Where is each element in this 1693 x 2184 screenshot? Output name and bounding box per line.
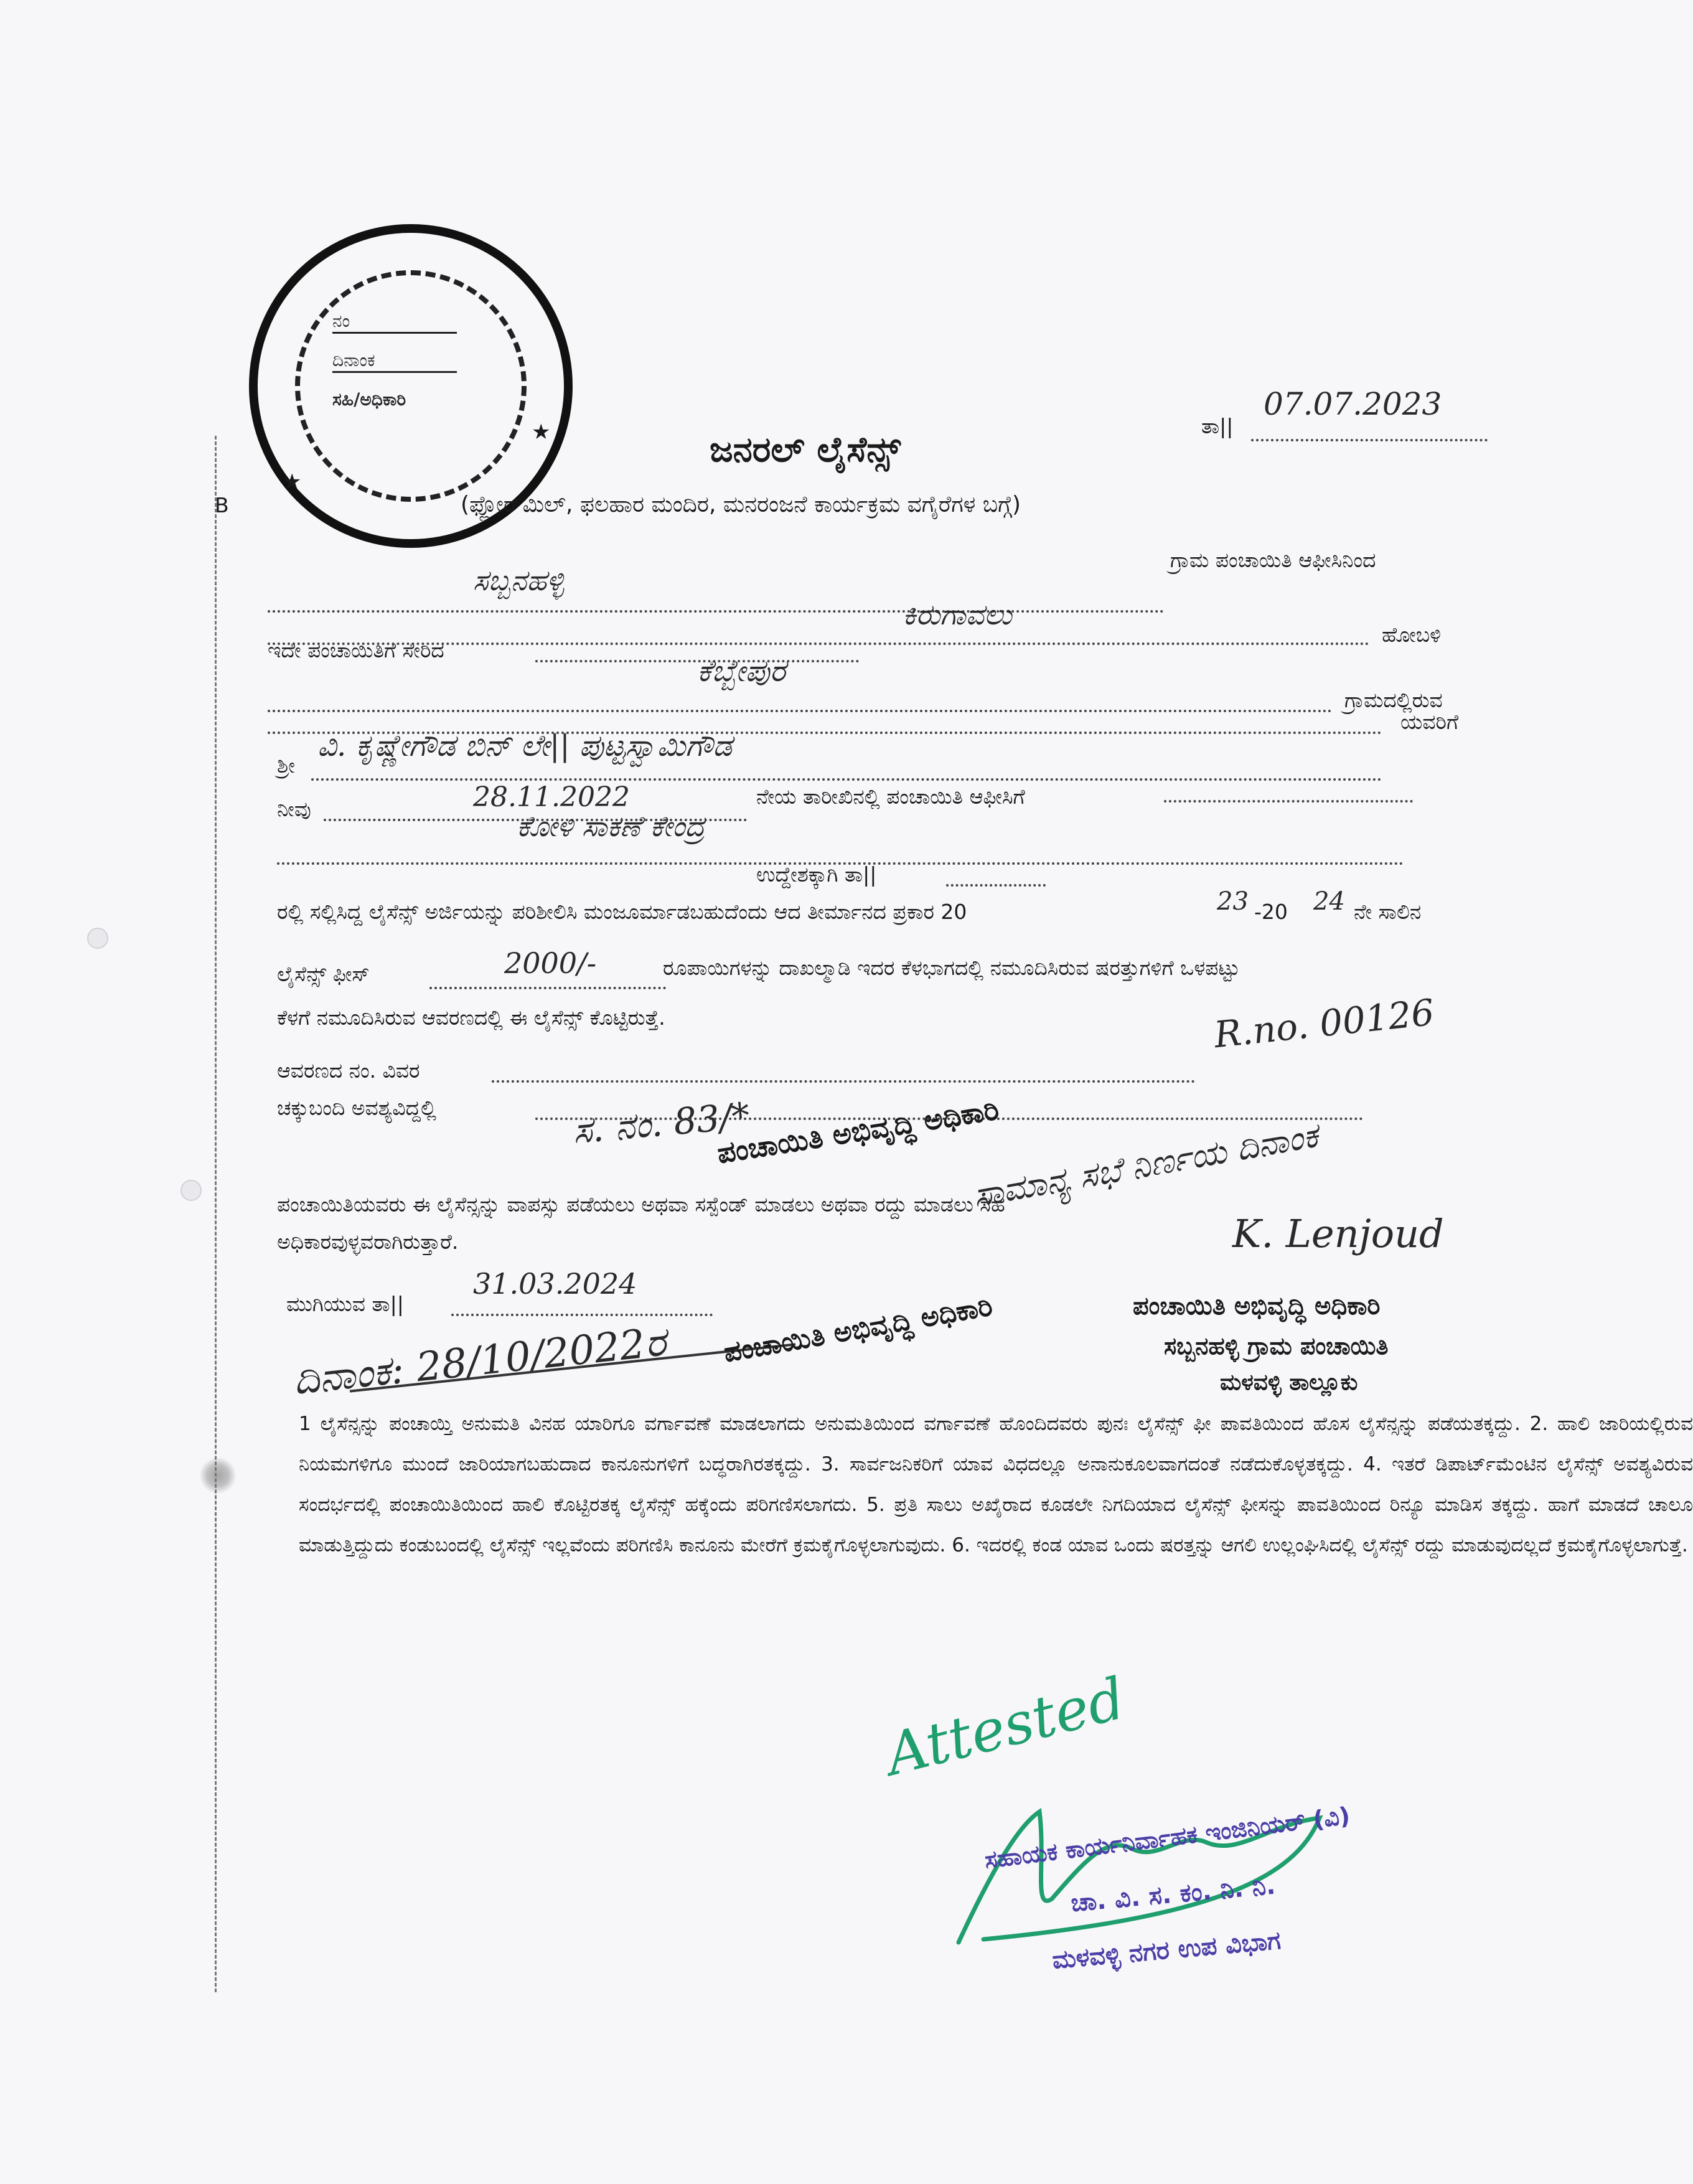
seal-line-3: ಸಹಿ/ಅಧಿಕಾರಿ [332,389,406,410]
year-suffix: ನೇ ಸಾಲಿನ [1354,900,1422,924]
date-value: 07.07.2023 [1264,386,1442,422]
grant-text: ಕೆಳಗೆ ನಮೂದಿಸಿರುವ ಆವರಣದಲ್ಲಿ ಈ ಲೈಸೆನ್ಸ್ ಕೊಟ್ಟಿರುತ್ತೆ. [277,1005,665,1030]
engineer-office: ಚಾ. ವಿ. ಸ. ಕಂ. ನಿ. ನಿ. [1069,1871,1277,1918]
seal-line-1: ನಂ [332,311,457,334]
receipt-number: R.no. 00126 [1212,991,1437,1057]
shri-label: ಶ್ರೀ [277,753,296,778]
person-dotted-line [311,778,1382,781]
punch-hole-bottom [181,1180,202,1201]
date-label: ತಾ|| [1201,414,1234,438]
seal-line-2: ದಿನಾಂಕ [332,350,457,373]
applied-text: ನೇಯ ತಾರೀಖಿನಲ್ಲಿ ಪಂಚಾಯಿತಿ ಆಫೀಸಿಗೆ [756,784,1025,809]
hobli-label: ಹೋಬಳಿ [1382,623,1442,647]
pdo-stamp-2: ಪಂಚಾಯಿತಿ ಅಭಿವೃದ್ಧಿ ಅಧಿಕಾರಿ [721,1290,995,1369]
fees-value: 2000/- [504,946,597,980]
page-title: ಜನರಲ್ ಲೈಸೆನ್ಸ್ [710,430,901,470]
person-suffix: ಯವರಿಗೆ [1400,710,1459,734]
same-panchayat-label: ಇದೇ ಪಂಚಾಯಿತಿಗೆ ಸೇರಿದ [268,638,444,662]
expiry-dotted-line [451,1314,713,1316]
revoke-text: ಪಂಚಾಯಿತಿಯವರು ಈ ಲೈಸೆನ್ಸನ್ನು ವಾಪಸ್ಸು ಪಡೆಯಲು ಅಥವಾ ಸಸ್ಪೆಂಡ್ ಮಾಡಲು ಅಥವಾ ರದ್ದು ಮಾಡಲು ಸಹ [277,1192,1005,1217]
premises-label: ಆವರಣದ ನಂ. ವಿವರ [277,1058,420,1083]
village-value: ಕೆಬ್ಬೇಪುರ [697,654,786,689]
resolution-date: ದಿನಾಂಕ: 28/10/2022ರ [291,1319,668,1405]
survey-number: ಸ. ನಂ. 83/* [571,1094,752,1152]
star-icon: ★ [532,420,551,445]
panchayat-office-label: ಗ್ರಾಮ ಪಂಚಾಯಿತಿ ಆಫೀಸಿನಿಂದ [1170,548,1376,572]
subtitle: (ಫ್ಲೋರ್‌ಮಿಲ್, ಫಲಹಾರ ಮಂದಿರ, ಮನರಂಜನೆ ಕಾರ್ಯಕ್ರಮ ವಗೈರೆಗಳ ಬಗ್ಗೆ) [461,492,1021,517]
date-dotted-line [1251,439,1488,441]
purpose-value: ಕೋಳಿ ಸಾಕಣೆ ಕೇಂದ್ರ [517,809,705,843]
year-from: 23 [1217,887,1249,916]
village-dotted-line [268,710,1332,712]
signature: K. Lenjoud [1232,1211,1444,1256]
applied-date-value: 28.11.2022 [473,781,630,813]
star-icon: ★ [283,469,302,494]
year-separator: -20 [1254,900,1288,924]
premises-dotted-line [492,1080,1195,1083]
pdo-stamp-1: ಪಂಚಾಯಿತಿ ಅಭಿವೃದ್ಧಿ ಅಧಿಕಾರಿ [715,1092,1001,1170]
authority-text: ಅಧಿಕಾರವುಳ್ಳವರಾಗಿರುತ್ತಾರೆ. [277,1230,459,1254]
year-to: 24 [1313,887,1345,916]
attested-note: Attested [879,1665,1132,1789]
fees-dotted-line [429,987,666,989]
fees-label: ಲೈಸೆನ್ಸ್ ಫೀಸ್ [277,962,370,986]
boundary-label: ಚಕ್ಕುಬಂದಿ ಅವಶ್ಯವಿದ್ದಲ್ಲಿ [277,1096,436,1120]
expiry-value: 31.03.2024 [473,1267,637,1301]
resolution-text: ರಲ್ಲಿ ಸಲ್ಲಿಸಿದ್ದ ಲೈಸೆನ್ಸ್ ಅರ್ಜಿಯನ್ನು ಪರಿಶೀಲಿಸಿ ಮಂಜೂರ್ಮಾಡಬಹುದೆಂದು ಆದ ತೀರ್ಮಾನದ ಪ್ರಕಾರ 20 [277,900,967,924]
terms-paragraph: 1 ಲೈಸೆನ್ಸನ್ನು ಪಂಚಾಯ್ತಿ ಅನುಮತಿ ವಿನಹ ಯಾರಿಗೂ ವರ್ಗಾವಣೆ ಮಾಡಲಾಗದು ಅನುಮತಿಯಿಂದ ವರ್ಗಾವಣೆ ಹೊಂದಿದವರು ಪುನಃ ಲೈಸೆನ್ಸ್ ಫೀ ಪಾವತಿಯಿಂದ ಹೊಸ ಲೈಸೆನ್ಸನ್ನು ಪಡೆಯತಕ್ಕದ್ದು. 2. ಹಾಲಿ ಜಾರಿಯಲ್ಲಿರುವ ನಿಯಮಗಳಿಗೂ ಮುಂದೆ ಜಾರಿಯಾಗಬಹುದಾದ ಕಾನೂನುಗಳಿಗೆ ಬದ್ಧರಾಗಿರತಕ್ಕದ್ದು. 3. ಸಾರ್ವಜನಿಕರಿಗೆ ಯಾವ ವಿಧದಲ್ಲೂ ಅನಾನುಕೂಲವಾಗದಂತೆ ನಡೆದುಕೊಳ್ಳತಕ್ಕದ್ದು. 4. ಇತರೆ ಡಿಪಾರ್ಟ್‌ಮೆಂಟಿನ ಲೈಸೆನ್ಸ್ ಅವಶ್ಯವಿರುವ ಸಂದರ್ಭದಲ್ಲಿ ಪಂಚಾಯಿತಿಯಿಂದ ಹಾಲಿ ಕೊಟ್ಟಿರತಕ್ಕ ಲೈಸೆನ್ಸ್ ಹಕ್ಕೆಂದು ಪರಿಗಣಿಸಲಾಗದು. 5. ಪ್ರತಿ ಸಾಲು ಅಖೈರಾದ ಕೂಡಲೇ ನಿಗದಿಯಾದ ಲೈಸೆನ್ಸ್ ಫೀಸನ್ನು ಪಾವತಿಯಿಂದ ರಿನ್ಯೂ ಮಾಡಿಸ ತಕ್ಕದ್ದು. ಹಾಗೆ ಮಾಡದೆ ಚಾಲೂ ಮಾಡುತ್ತಿದ್ದುದು ಕಂಡುಬಂದಲ್ಲಿ ಲೈಸೆನ್ಸ್ ಇಲ್ಲವೆಂದು ಪರಿಗಣಿಸಿ ಕಾನೂನು ಮೇರೆಗೆ ಕ್ರಮಕೈಗೊಳ್ಳಲಾಗುವುದು. 6. ಇದರಲ್ಲಿ ಕಂಡ ಯಾವ ಒಂದು ಷರತ್ತನ್ನು ಆಗಲಿ ಉಲ್ಲಂಘಿಸಿದಲ್ಲಿ ಲೈಸೆನ್ಸ್ ರದ್ದು ಮಾಡುವುದಲ್ಲದೆ ಕ್ರಮಕೈಗೊಳ್ಳಲಾಗುತ್ತೆ. [299,1413,1693,1556]
handwritten-note: ಸಾಮಾನ್ಯ ಸಭೆ ನಿರ್ಣಯ ದಿನಾಂಕ [970,1115,1321,1215]
punch-hole-top [87,928,108,949]
officer-panchayat: ಸಬ್ಬನಹಳ್ಳಿ ಗ್ರಾಮ ಪಂಚಾಯಿತಿ [1164,1332,1389,1360]
panchayat-name-value: ಸಬ್ಬನಹಳ್ಳಿ [473,563,565,597]
fees-text: ರೂಪಾಯಿಗಳನ್ನು ದಾಖಲ್ಮಾಡಿ ಇದರ ಕೆಳಭಾಗದಲ್ಲಿ ನಮೂದಿಸಿರುವ ಷರತ್ತುಗಳಿಗೆ ಒಳಪಟ್ಟು [663,956,1240,980]
expiry-label: ಮುಗಿಯುವ ತಾ|| [286,1292,404,1316]
panchayat-dotted-line [268,610,1164,613]
officer-taluk: ಮಳವಳ್ಳಿ ತಾಲ್ಲೂಕು [1220,1370,1358,1395]
serial-mark: B [215,493,229,517]
village-label: ಗ್ರಾಮದಲ್ಲಿರುವ [1344,688,1443,712]
person-name-value: ವಿ. ಕೃಷ್ಣೇಗೌಡ ಬಿನ್ ಲೇ|| ಪುಟ್ಟಸ್ವಾಮಿಗೌಡ [317,728,732,763]
left-margin-line [215,436,217,1992]
engineer-division: ಮಳವಳ್ಳಿ ನಗರ ಉಪ ವಿಭಾಗ [1051,1926,1282,1975]
purpose-trailing-dots [946,884,1046,887]
hobli-value: ಕಿರುಗಾವಲು [903,598,1012,631]
you-label: ನೀವು [277,797,311,821]
officer-designation: ಪಂಚಾಯಿತಿ ಅಭಿವೃದ್ಧಿ ಅಧಿಕಾರಿ [1133,1292,1381,1320]
engineer-designation: ಸಹಾಯಕ ಕಾರ್ಯನಿರ್ವಾಹಕ ಇಂಜಿನಿಯರ್ (ವಿ) [983,1802,1352,1874]
purpose-label: ಉದ್ದೇಶಕ್ಕಾಗಿ ತಾ|| [756,862,877,887]
ink-smudge [199,1457,237,1494]
applied-trailing-dots [1164,800,1413,803]
